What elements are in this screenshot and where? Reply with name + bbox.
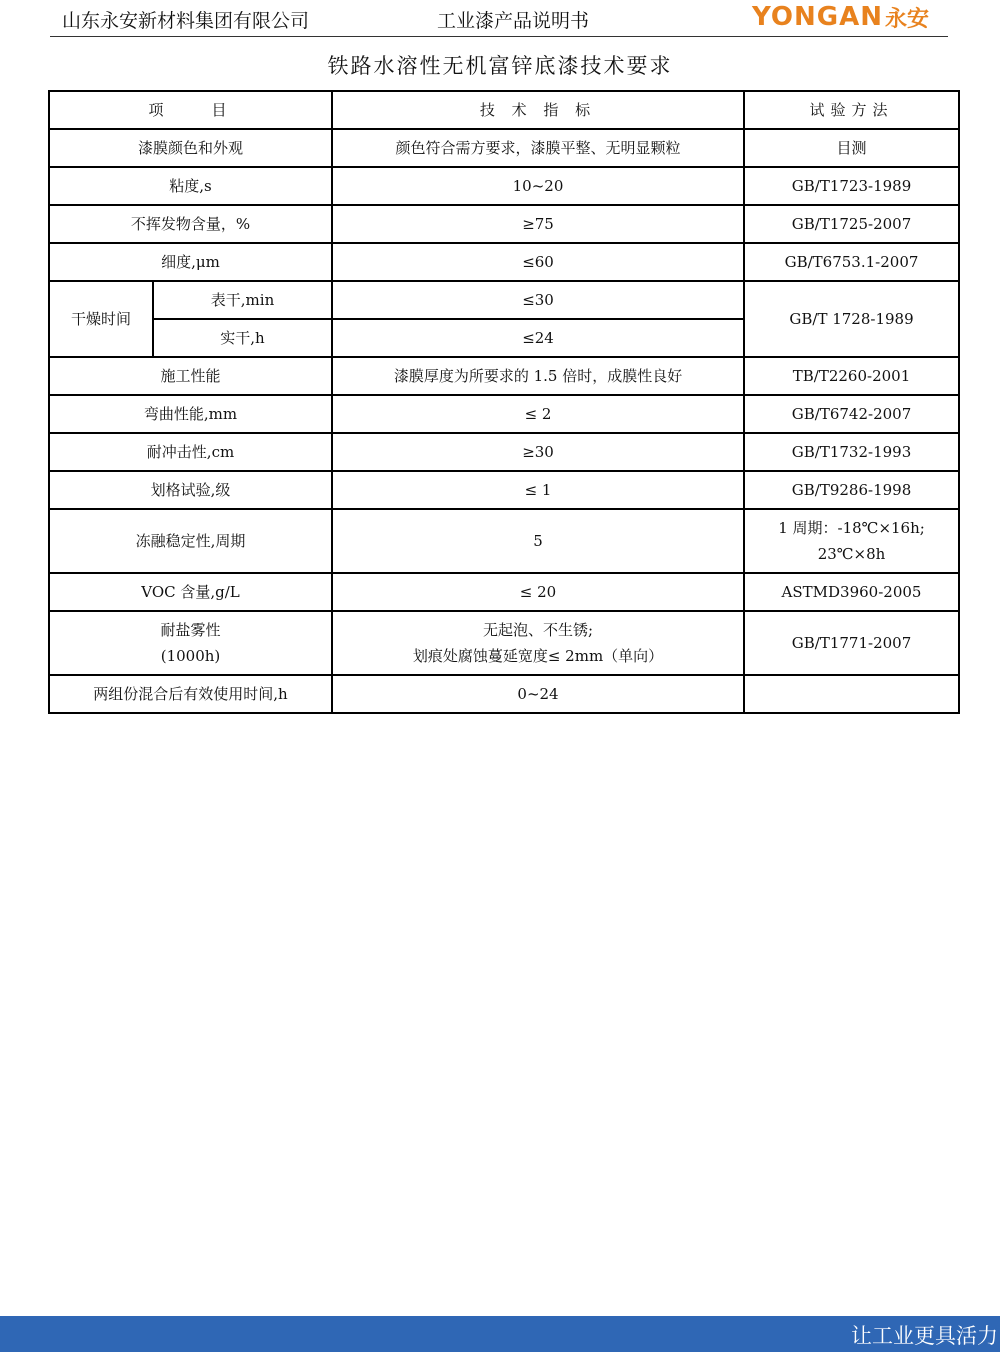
row-method: GB/T1723-1989 bbox=[744, 167, 959, 205]
table-row bbox=[49, 205, 959, 243]
row-spec: ≤60 bbox=[332, 243, 744, 281]
row-method: GB/T1732-1993 bbox=[744, 433, 959, 471]
hard-dry-spec: ≤24 bbox=[332, 319, 744, 357]
table-row-freeze-thaw bbox=[49, 509, 959, 573]
row-item: 漆膜颜色和外观 bbox=[49, 129, 332, 167]
row-method bbox=[744, 509, 959, 573]
row-method: GB/T6742-2007 bbox=[744, 395, 959, 433]
drying-method: GB/T 1728-1989 bbox=[744, 281, 959, 357]
header-spec: 技 术 指 标 bbox=[332, 91, 744, 129]
row-method: 目测 bbox=[744, 129, 959, 167]
logo-wordmark: YONGAN bbox=[752, 2, 883, 32]
row-spec: 颜色符合需方要求，漆膜平整、无明显颗粒 bbox=[332, 129, 744, 167]
row-method: ASTMD3960-2005 bbox=[744, 573, 959, 611]
drying-time-label: 干燥时间 bbox=[49, 281, 153, 357]
row-item: 两组份混合后有效使用时间,h bbox=[49, 675, 332, 713]
page-header bbox=[0, 0, 1000, 40]
row-spec bbox=[332, 611, 744, 675]
table-row bbox=[49, 167, 959, 205]
table-row-salt-spray bbox=[49, 611, 959, 675]
logo-chinese: 永安 bbox=[885, 6, 930, 32]
surface-dry-spec: ≤30 bbox=[332, 281, 744, 319]
footer-slogan: 让工业更具活力 bbox=[851, 1324, 998, 1348]
table-header-row bbox=[49, 91, 959, 129]
row-item: 不挥发物含量，% bbox=[49, 205, 332, 243]
salt-spec-line2: 划痕处腐蚀蔓延宽度≤ 2mm（单向） bbox=[412, 647, 664, 665]
row-spec: ≤ 1 bbox=[332, 471, 744, 509]
salt-item-line2: (1000h) bbox=[160, 647, 221, 665]
salt-item-line1: 耐盐雾性 bbox=[160, 621, 221, 639]
header-item: 项 目 bbox=[49, 91, 332, 129]
row-method: GB/T1725-2007 bbox=[744, 205, 959, 243]
document-type: 工业漆产品说明书 bbox=[437, 10, 590, 32]
row-spec: 10~20 bbox=[332, 167, 744, 205]
table-row-voc bbox=[49, 573, 959, 611]
header-divider bbox=[50, 36, 948, 37]
row-item: 施工性能 bbox=[49, 357, 332, 395]
row-method: GB/T1771-2007 bbox=[744, 611, 959, 675]
row-method: GB/T9286-1998 bbox=[744, 471, 959, 509]
row-spec: 5 bbox=[332, 509, 744, 573]
table-row bbox=[49, 433, 959, 471]
row-spec: ≤ 2 bbox=[332, 395, 744, 433]
row-method: GB/T6753.1-2007 bbox=[744, 243, 959, 281]
row-item: 弯曲性能,mm bbox=[49, 395, 332, 433]
row-method bbox=[744, 675, 959, 713]
table-row-pot-life bbox=[49, 675, 959, 713]
table-row bbox=[49, 129, 959, 167]
row-item: 冻融稳定性,周期 bbox=[49, 509, 332, 573]
row-item: 细度,μm bbox=[49, 243, 332, 281]
table-row bbox=[49, 471, 959, 509]
footer-bar bbox=[0, 1316, 1000, 1352]
row-item: VOC 含量,g/L bbox=[49, 573, 332, 611]
row-item: 划格试验,级 bbox=[49, 471, 332, 509]
row-item bbox=[49, 611, 332, 675]
row-method: TB/T2260-2001 bbox=[744, 357, 959, 395]
company-name: 山东永安新材料集团有限公司 bbox=[62, 10, 310, 32]
table-row-drying-surface bbox=[49, 281, 959, 319]
surface-dry-label: 表干,min bbox=[153, 281, 332, 319]
row-spec: ≤ 20 bbox=[332, 573, 744, 611]
yongan-logo bbox=[752, 2, 929, 32]
table-row bbox=[49, 357, 959, 395]
hard-dry-label: 实干,h bbox=[153, 319, 332, 357]
table-row bbox=[49, 243, 959, 281]
table-row bbox=[49, 395, 959, 433]
row-item: 粘度,s bbox=[49, 167, 332, 205]
row-spec: ≥75 bbox=[332, 205, 744, 243]
spec-table bbox=[48, 90, 960, 714]
row-item: 耐冲击性,cm bbox=[49, 433, 332, 471]
page-title: 铁路水溶性无机富锌底漆技术要求 bbox=[327, 54, 673, 78]
row-spec: 漆膜厚度为所要求的 1.5 倍时，成膜性良好 bbox=[332, 357, 744, 395]
row-spec: ≥30 bbox=[332, 433, 744, 471]
salt-spec-line1: 无起泡、不生锈; bbox=[482, 621, 594, 639]
header-method: 试验方法 bbox=[744, 91, 959, 129]
freeze-method-line2: 23℃×8h bbox=[817, 545, 886, 563]
row-spec: 0~24 bbox=[332, 675, 744, 713]
freeze-method-line1: 1 周期：-18℃×16h; bbox=[778, 519, 925, 537]
